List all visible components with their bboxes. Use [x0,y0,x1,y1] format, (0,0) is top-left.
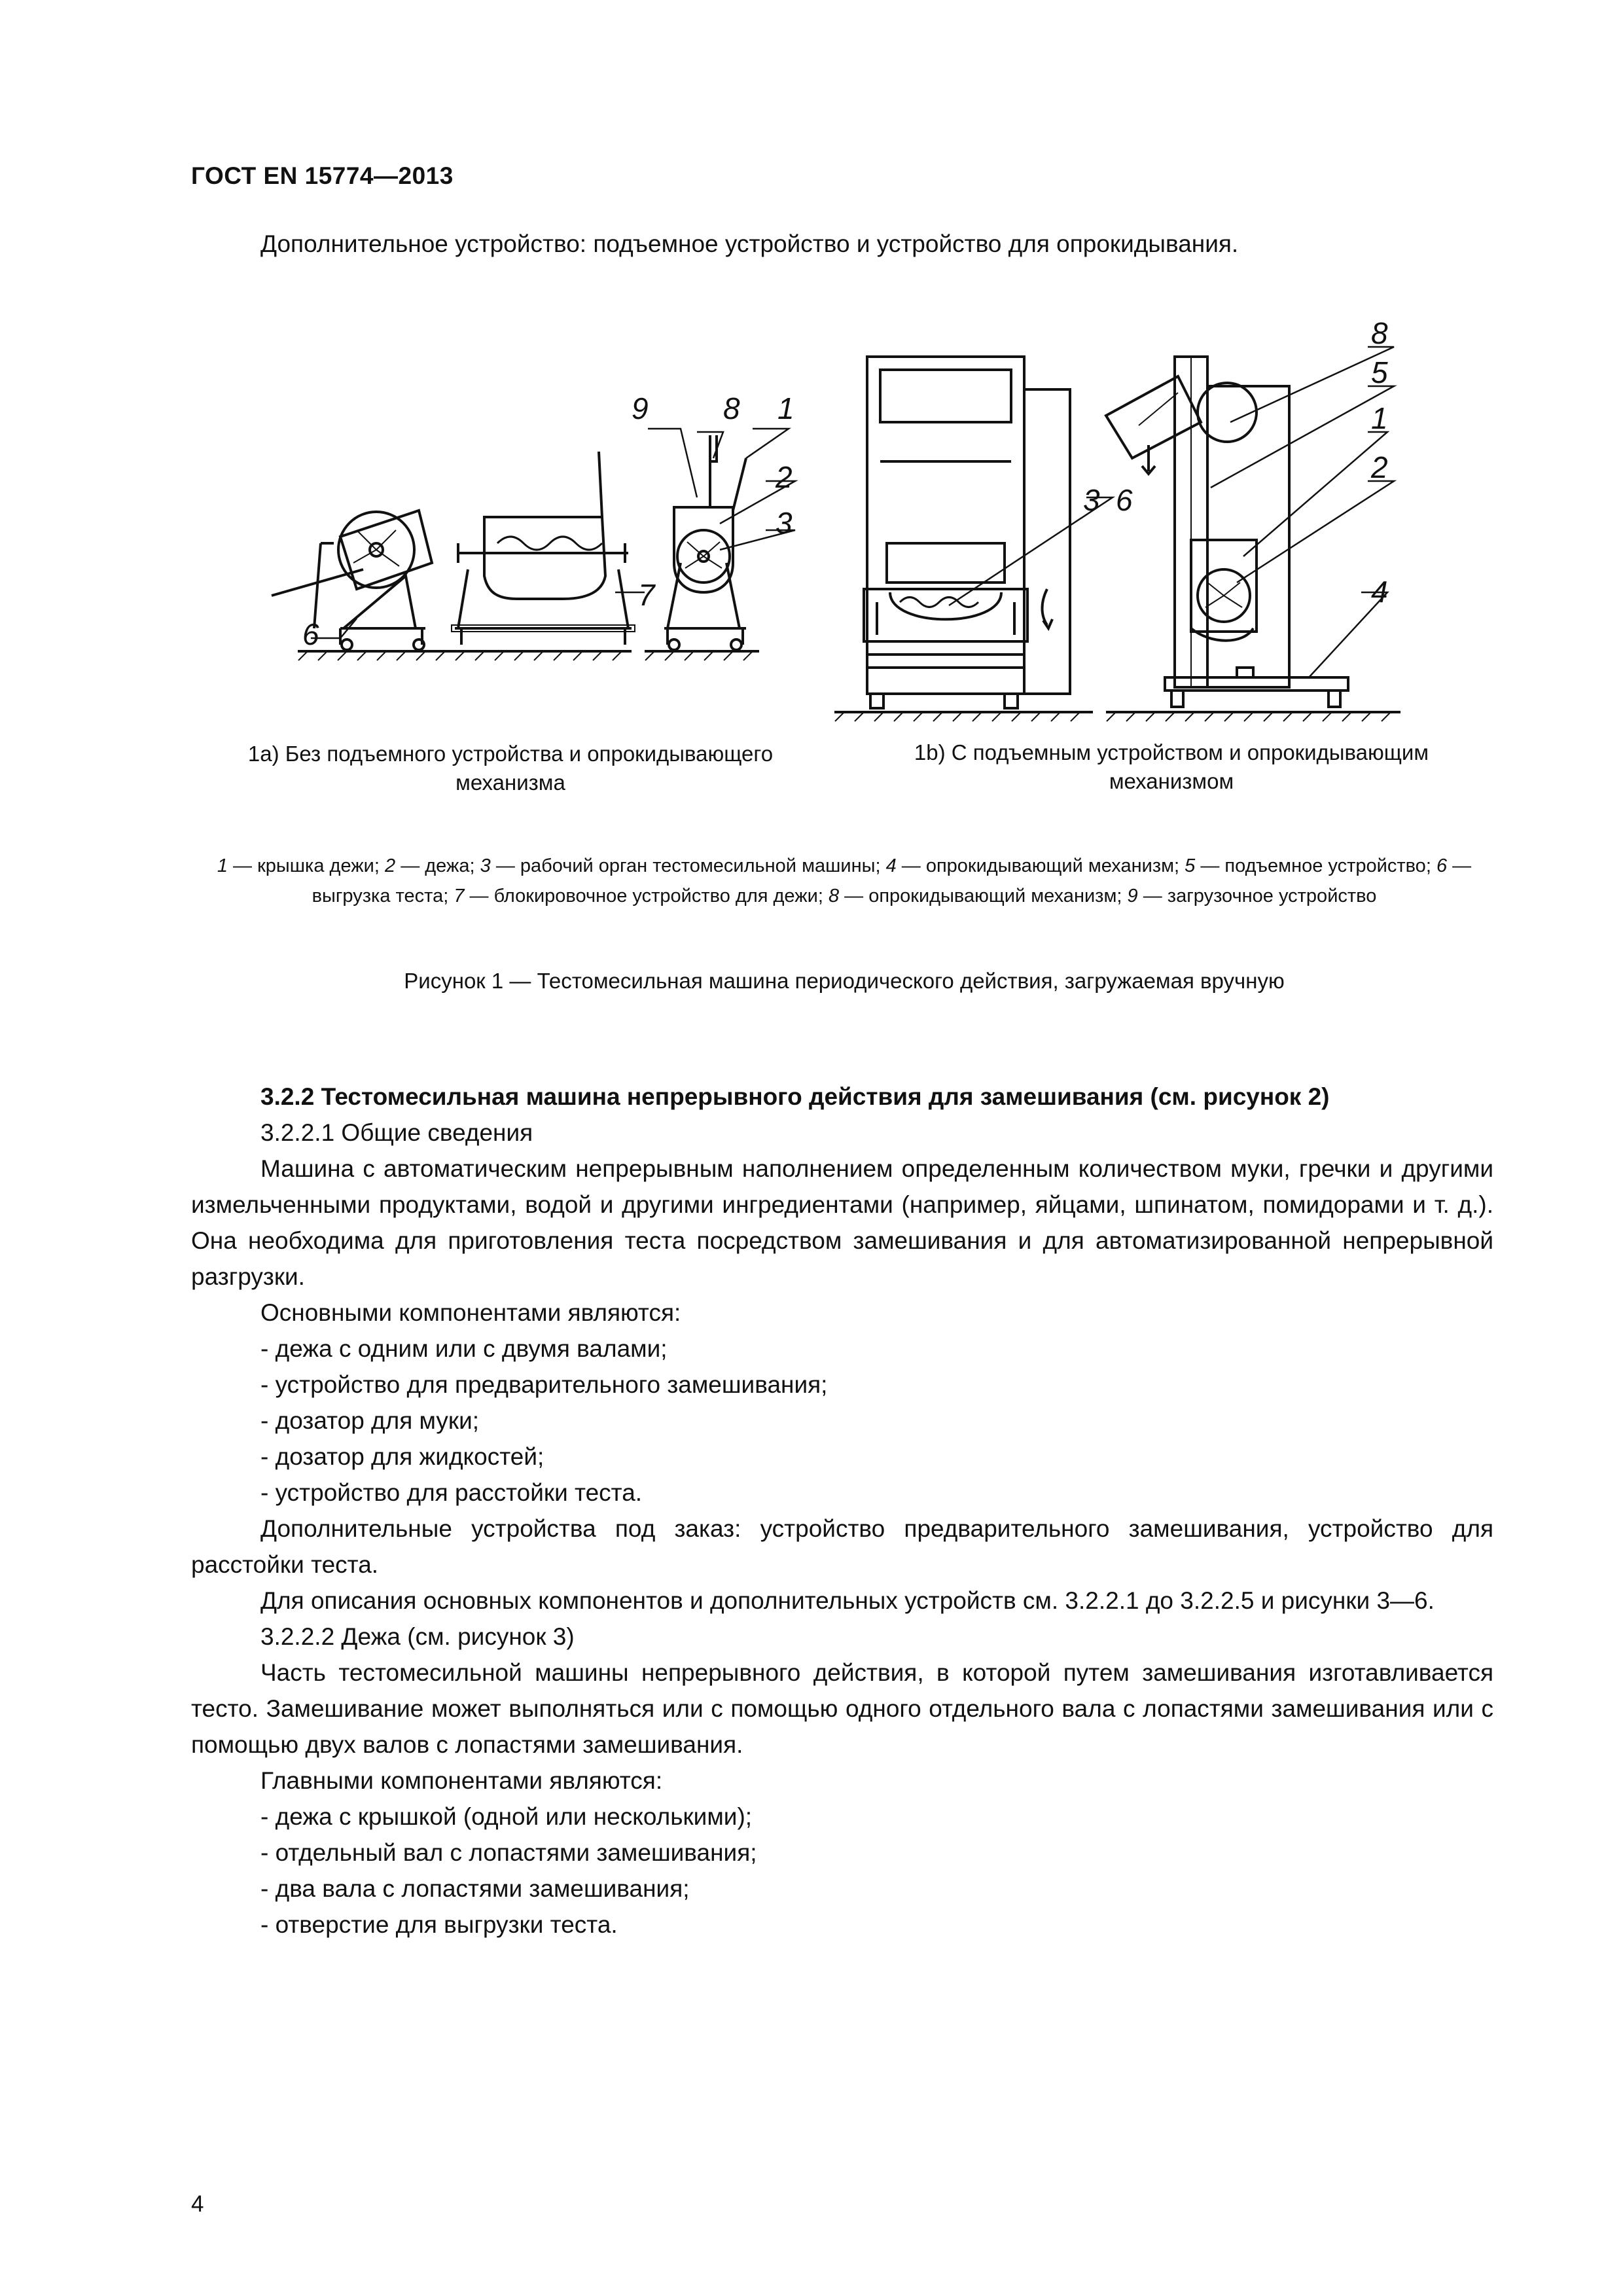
paragraph-3: Для описания основных компонентов и дополнительных устройств см. 3.2.2.1 до 3.2.2.5 и рисунки 3—6. [260,1587,1435,1614]
caption-1b-line1: 1b) С подъемным устройством и опрокидывающим [914,740,1429,764]
subsection-heading-2: 3.2.2.2 Дежа (см. рисунок 3) [260,1623,575,1650]
callout-b-2: 2 [1371,450,1388,484]
figure-legend [196,851,1492,911]
legend-num: 4 [885,855,897,876]
figure-1-drawing [0,0,1623,825]
list-item: - дежа с крышкой (одной или несколькими); [260,1803,753,1830]
figure-1a-group [272,391,795,660]
legend-num: 9 [1127,886,1138,906]
caption-1a-line1: 1a) Без подъемного устройства и опрокидывающего [247,742,774,766]
list-item: - отдельный вал с лопастями замешивания; [260,1839,757,1866]
legend-text: — рабочий орган тестомесильной машины; [490,855,886,876]
callout-b-6: 6 [1116,483,1133,517]
document-header: ГОСТ EN 15774—2013 [191,162,454,189]
list-item: - дозатор для муки; [260,1407,480,1434]
caption-1b [857,738,1486,796]
callout-a-3: 3 [776,506,793,540]
legend-text: — блокировочное устройство для дежи; [464,886,829,906]
caption-1a-line2: механизма [455,770,565,795]
legend-num: 6 [1436,855,1448,876]
caption-1b-line2: механизмом [1109,769,1234,793]
callout-a-8: 8 [723,391,740,425]
intro-text: Дополнительное устройство: подъемное устройство и устройство для опрокидывания. [260,230,1239,257]
callout-b-4: 4 [1371,575,1388,609]
legend-num: 2 [385,855,396,876]
callout-a-6: 6 [302,617,319,651]
caption-1a [196,740,825,797]
list-item: - дозатор для жидкостей; [260,1443,544,1470]
legend-num: 3 [480,855,491,876]
list-item: - отверстие для выгрузки теста. [260,1911,618,1938]
machine-end-view [664,435,746,650]
paragraph-2: Дополнительные устройства под заказ: устройство предварительного замешивания, устройство для расстойки теста. [191,1515,1493,1578]
figure-caption: Рисунок 1 — Тестомесильная машина периодического действия, загружаемая вручную [404,969,1285,993]
paragraph-4: Часть тестомесильной машины непрерывного действия, в которой путем замешивания изготавливается тесто. Замешивание может выполняться или с помощью одного отдельного вала с лопастями замешивания или с помощью двух валов с лопастями замешивания. [191,1659,1493,1758]
legend-text: — опрокидывающий механизм; [839,886,1128,906]
legend-num: 8 [828,886,840,906]
figure-1b-group [834,316,1400,721]
callout-b-3: 3 [1083,483,1100,517]
machine-lift-side-view [1106,357,1348,707]
callout-a-7: 7 [638,578,655,612]
legend-text: — крышка дежи; [228,855,385,876]
components-intro: Основными компонентами являются: [260,1299,681,1326]
machine-lift-front-view [864,357,1070,708]
legend-num: 7 [454,886,465,906]
callout-b-8: 8 [1371,316,1388,350]
paragraph-1: Машина с автоматическим непрерывным наполнением определенным количеством муки, гречки и другими измельченными продуктами, водой и другими ингредиентами (например, яйцами, шпинатом, помидорами и т. д.). Она необходима для приготовления теста посредством замешивания и для автоматизированной непрерывной разгрузки. [191,1155,1493,1290]
callout-b-5: 5 [1371,355,1388,389]
legend-num: 1 [217,855,228,876]
section-heading: 3.2.2 Тестомесильная машина непрерывного действия для замешивания (см. рисунок 2) [260,1083,1330,1110]
subsection-heading-1: 3.2.2.1 Общие сведения [260,1119,533,1146]
callout-a-9: 9 [632,391,649,425]
machine-side-view-tilted [272,511,432,650]
legend-text: — выгрузка теста; [312,855,1472,906]
list-item: - два вала с лопастями замешивания; [260,1875,690,1902]
callout-a-2: 2 [776,460,793,494]
list-item: - устройство для расстойки теста. [260,1479,643,1506]
legend-text: — дежа; [395,855,480,876]
list-item: - дежа с одним или с двумя валами; [260,1335,668,1362]
callout-b-1: 1 [1371,401,1388,435]
legend-text: — опрокидывающий механизм; [896,855,1185,876]
machine-front-view [452,452,635,645]
section-body [191,1079,1493,1943]
legend-num: 5 [1185,855,1196,876]
main-components-intro: Главными компонентами являются: [260,1767,663,1794]
page-number: 4 [191,2191,204,2217]
callout-a-1: 1 [777,391,794,425]
list-item: - устройство для предварительного замешивания; [260,1371,828,1398]
legend-text: — загрузочное устройство [1137,886,1377,906]
legend-text: — подъемное устройство; [1195,855,1436,876]
